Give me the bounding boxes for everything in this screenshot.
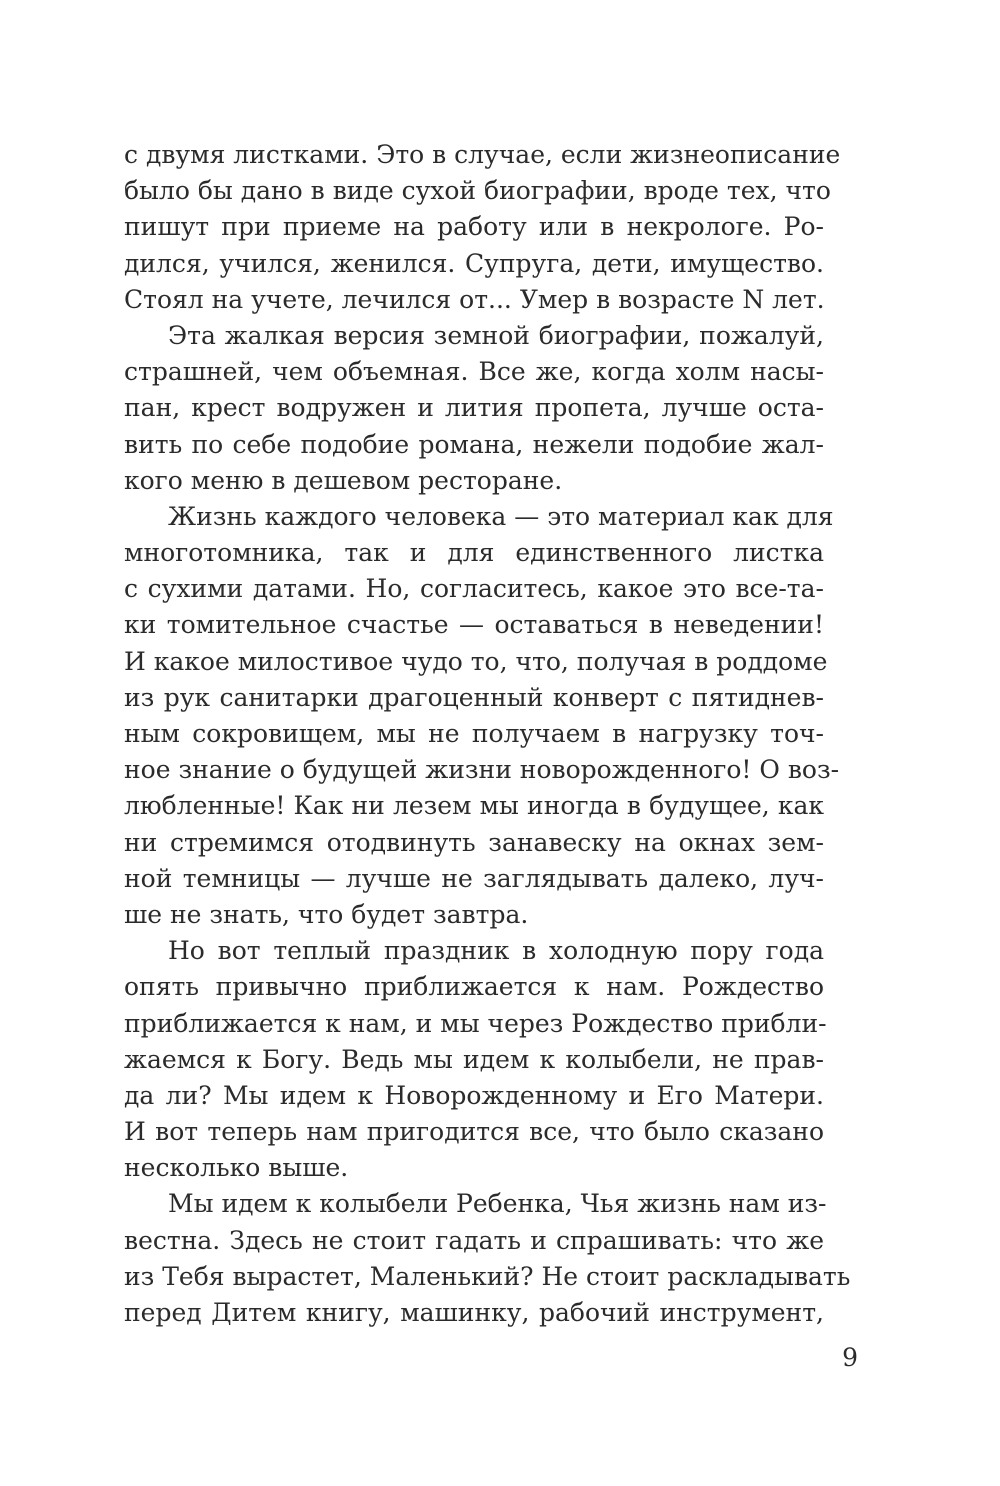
text-line: ни стремимся отодвинуть занавеску на окнах зем- — [124, 827, 824, 857]
text-line: Эта жалкая версия земной биографии, пожалуй, — [168, 320, 824, 350]
text-line: с двумя листками. Это в случае, если жизнеописание — [124, 140, 841, 169]
paragraph — [124, 933, 827, 1186]
text-line: из рук санитарки драгоценный конверт с пятиднев- — [124, 682, 824, 712]
text-line: страшней, чем объемная. Все же, когда холм насы- — [124, 357, 824, 387]
text-line: любленные! Как ни лезем мы иногда в будущее, как — [124, 791, 824, 821]
text-line: пишут при приеме на работу или в некрологе. Ро- — [124, 212, 824, 242]
paragraph — [124, 137, 841, 318]
text-line: несколько выше. — [124, 1153, 349, 1183]
text-line: было бы дано в виде сухой биографии, вроде тех, что — [124, 176, 831, 206]
text-line: ше не знать, что будет завтра. — [124, 899, 529, 929]
text-line: Стоял на учете, лечился от... Умер в возрасте N лет. — [124, 284, 825, 314]
text-line: кого меню в дешевом ресторане. — [124, 465, 563, 495]
text-line: Жизнь каждого человека — это материал как для — [168, 501, 834, 531]
text-line: ное знание о будущей жизни новорожденного! О воз- — [124, 755, 840, 785]
text-line: опять привычно приближается к нам. Рождество — [124, 972, 824, 1002]
text-line: перед Дитем книгу, машинку, рабочий инструмент, — [124, 1298, 824, 1327]
text-line: пан, крест водружен и лития пропета, лучше оста- — [124, 393, 824, 423]
text-line: И вот теперь нам пригодится все, что было сказано — [124, 1117, 824, 1147]
text-line: ной темницы — лучше не заглядывать далеко, луч- — [124, 863, 824, 893]
text-line: Но вот теплый праздник в холодную пору года — [168, 936, 824, 966]
paragraph — [124, 318, 824, 499]
paragraph — [124, 1186, 851, 1331]
text-line: из Тебя вырастет, Маленький? Не стоит раскладывать — [124, 1261, 851, 1291]
text-line: ным сокровищем, мы не получаем в нагрузку точ- — [124, 719, 824, 748]
text-line: вить по себе подобие романа, нежели подобие жал- — [124, 429, 824, 459]
text-line: ки томительное счастье — оставаться в неведении! — [124, 610, 824, 640]
text-line: вестна. Здесь не стоит гадать и спрашивать: что же — [124, 1225, 824, 1255]
text-line: да ли? Мы идем к Новорожденному и Его Матери. — [124, 1080, 824, 1110]
text-line: с сухими датами. Но, согласитесь, какое это все-та- — [124, 574, 824, 604]
text-line: жаемся к Богу. Ведь мы идем к колыбели, не прав- — [124, 1044, 824, 1074]
text-line: И какое милостивое чудо то, что, получая в роддоме — [124, 646, 828, 676]
body-text — [124, 137, 851, 1331]
text-line: дился, учился, женился. Супруга, дети, имущество. — [124, 248, 824, 278]
text-line: приближается к нам, и мы через Рождество прибли- — [124, 1008, 827, 1038]
text-line: многотомника, так и для единственного листка — [124, 538, 824, 568]
text-line: Мы идем к колыбели Ребенка, Чья жизнь нам из- — [168, 1189, 827, 1219]
page-number: 9 — [842, 1343, 858, 1372]
paragraph — [124, 499, 840, 933]
